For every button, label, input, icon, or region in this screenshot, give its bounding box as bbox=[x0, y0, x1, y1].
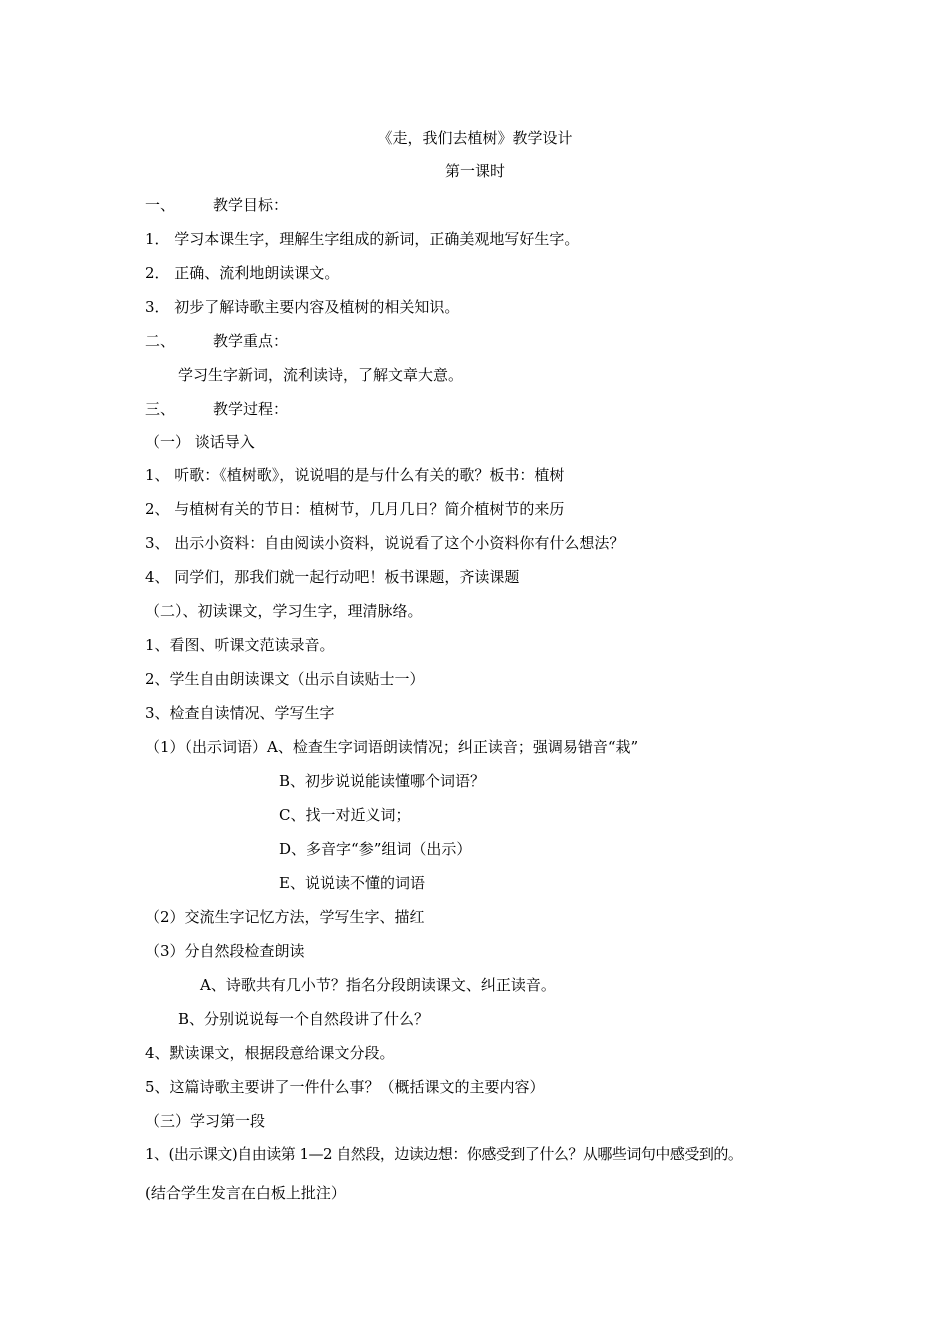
list-item: 5、这篇诗歌主要讲了一件什么事？（概括课文的主要内容） bbox=[145, 1078, 545, 1096]
list-item: 3． 初步了解诗歌主要内容及植树的相关知识。 bbox=[145, 298, 460, 316]
document-subtitle: 第一课时 bbox=[444, 162, 505, 180]
list-item: 1． 学习本课生字，理解生字组成的新词，正确美观地写好生字。 bbox=[145, 230, 580, 248]
list-item: 4、默读课文，根据段意给课文分段。 bbox=[145, 1044, 395, 1062]
section-label: 教学过程： bbox=[213, 400, 289, 418]
list-item: 3、 出示小资料：自由阅读小资料，说说看了这个小资料你有什么想法？ bbox=[145, 534, 625, 552]
note-text: (结合学生发言在白板上批注） bbox=[145, 1184, 346, 1202]
section-number: 一、 bbox=[145, 196, 176, 214]
section-number: 三、 bbox=[145, 400, 176, 418]
list-item: 2、 与植树有关的节日：植树节，几月几日？简介植树节的来历 bbox=[145, 500, 565, 518]
list-item: 1、看图、听课文范读录音。 bbox=[145, 636, 335, 654]
sub-list-item: C、找一对近义词； bbox=[279, 806, 411, 824]
subsection-heading: （一） 谈话导入 bbox=[145, 433, 255, 451]
list-item: 1、 听歌：《植树歌》，说说唱的是与什么有关的歌？板书：植树 bbox=[145, 466, 565, 484]
list-item: 1、(出示课文)自由读第 1—2 自然段，边读边想：你感受到了什么？从哪些词句中感受到的。 bbox=[145, 1145, 743, 1163]
sub-list-item: （2）交流生字记忆方法，学写生字、描红 bbox=[145, 908, 425, 926]
section-label: 教学重点： bbox=[213, 332, 289, 350]
list-item: 4、 同学们，那我们就一起行动吧！板书课题，齐读课题 bbox=[145, 568, 520, 586]
section-heading-objectives bbox=[145, 195, 288, 215]
sub-list-item: D、多音字“参”组词（出示） bbox=[279, 840, 472, 858]
sub-list-item: E、说说读不懂的词语 bbox=[279, 874, 425, 892]
sub-list-item: B、初步说说能读懂哪个词语？ bbox=[279, 772, 486, 790]
paragraph: 学习生字新词，流利读诗，了解文章大意。 bbox=[178, 366, 464, 384]
list-item: 2． 正确、流利地朗读课文。 bbox=[145, 264, 340, 282]
subsection-heading: （二）、初读课文，学习生字，理清脉络。 bbox=[145, 602, 423, 620]
section-number: 二、 bbox=[145, 332, 176, 350]
section-heading-key-points bbox=[145, 331, 288, 351]
list-item: 2、学生自由朗读课文（出示自读贴士一） bbox=[145, 670, 425, 688]
list-item: 3、检查自读情况、学写生字 bbox=[145, 704, 335, 722]
sub-list-item: A、诗歌共有几小节？指名分段朗读课文、纠正读音。 bbox=[200, 976, 556, 994]
section-label: 教学目标： bbox=[213, 196, 289, 214]
document-title: 《走，我们去植树》教学设计 bbox=[377, 129, 573, 147]
sub-list-item: （1）（出示词语）A、检查生字词语朗读情况；纠正读音；强调易错音“栽” bbox=[145, 738, 639, 756]
sub-list-item: （3）分自然段检查朗读 bbox=[145, 942, 305, 960]
section-heading-process bbox=[145, 399, 288, 419]
subsection-heading: （三）学习第一段 bbox=[145, 1112, 266, 1130]
sub-list-item: B、分别说说每一个自然段讲了什么？ bbox=[178, 1010, 430, 1028]
